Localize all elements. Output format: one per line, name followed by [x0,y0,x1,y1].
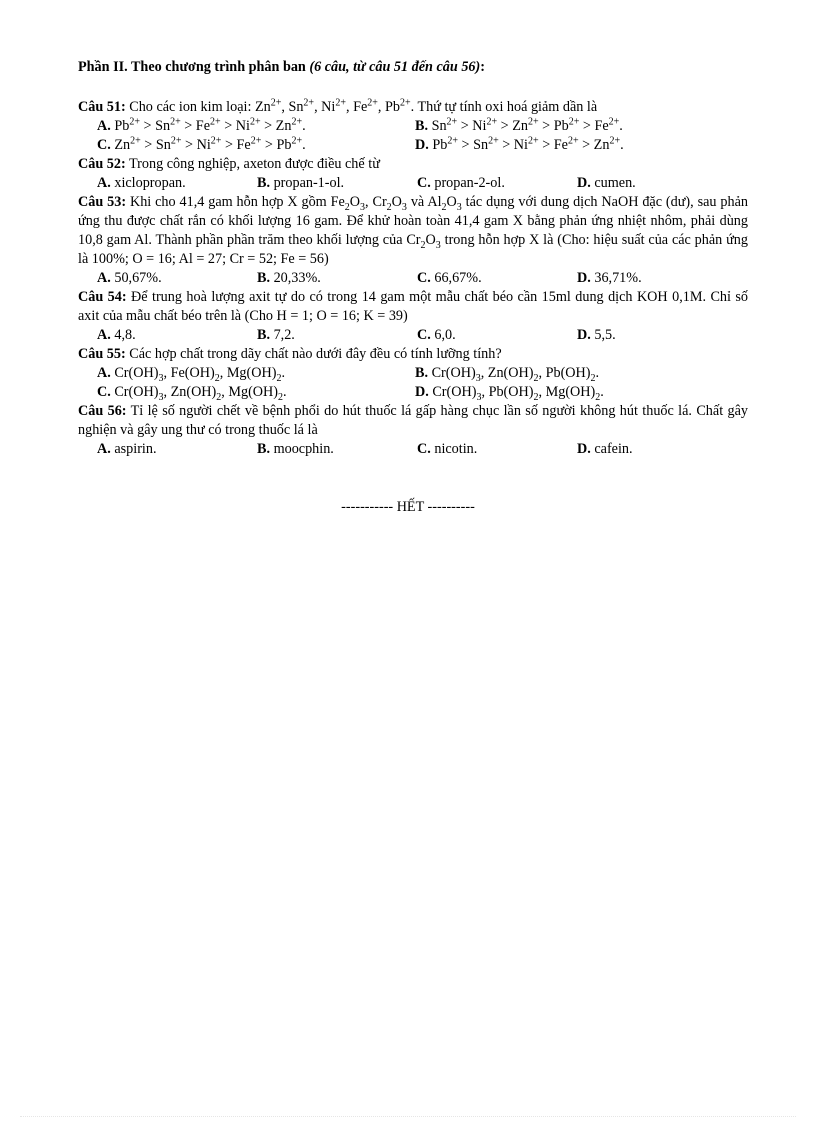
option-letter: B. [415,118,429,134]
option-letter: C. [417,441,431,457]
question-text: Khi cho 41,4 gam hỗn hợp X gồm $Fe_2O_3$, $Cr_2O_3$ và $Al_2O_3$ tác dụng với dung dịch NaOH đặc (dư), sau phản ứng thu được chất rắn có khối lượng 16 gam. Để khử hoàn toàn 41,4 gam X bằng phản ứng nhiệt nhôm, phải dùng 10,8 gam Al. Thành phần phần trăm theo khối lượng của $Cr_2O_3$ trong hỗn hợp X là (Cho: hiệu suất của các phản ứng là 100%; O = 16; Al = 27; Cr = 52; Fe = 56) [78,194,748,267]
question-54 [78,288,748,345]
question-label: Câu 54: [78,289,127,305]
option-letter: A. [97,270,111,286]
question-label: Câu 51: [78,99,126,115]
answer-options [97,174,748,193]
answer-option-c [417,174,577,193]
question-stem [78,193,748,269]
option-letter: D. [577,270,591,286]
option-text: propan-1-ol. [270,175,345,191]
option-text: nicotin. [430,441,478,457]
section-colon: : [480,59,485,75]
end-marker: ----------- HẾT ---------- [341,499,475,515]
question-stem [78,98,748,117]
section-range: (6 câu, từ câu 51 đến câu 56) [309,59,481,75]
question-list [78,98,748,459]
answer-option-d [577,269,737,288]
answer-option-a [97,440,257,459]
question-text: Cho các ion kim loại: $Zn^{2+}$, $Sn^{2+}$, $Ni^{2+}$, $Fe^{2+}$, $Pb^{2+}$. Thứ tự tính oxi hoá giảm dần là [125,97,598,115]
answer-option-d [577,174,737,193]
option-letter: A. [97,327,111,343]
option-text: propan-2-ol. [430,175,505,191]
option-letter: A. [97,118,111,134]
option-text: moocphin. [270,441,334,457]
question-51 [78,98,748,155]
answer-options [97,269,748,288]
option-letter: A. [97,175,111,191]
answer-option-a [97,117,415,136]
option-letter: D. [577,175,591,191]
answer-option-b [415,364,735,383]
question-52 [78,155,748,193]
question-56 [78,402,748,459]
option-letter: C. [97,137,111,153]
option-letter: A. [97,365,111,381]
option-text: $Cr(OH)_3$, $Zn(OH)_2$, $Pb(OH)_2$. [428,365,600,384]
page-bottom-rule [20,1116,796,1117]
answer-options [97,440,748,459]
question-label: Câu 56: [78,403,127,419]
answer-option-d [415,136,735,155]
section-title-text: Phần II. Theo chương trình phân ban [78,59,306,75]
option-letter: D. [415,137,429,153]
answer-options [97,117,748,155]
option-text: $Pb^{2+} > Sn^{2+} > Fe^{2+} > Ni^{2+} > Zn^{2+}$. [110,116,306,134]
answer-option-b [257,440,417,459]
question-53 [78,193,748,288]
option-letter: D. [577,327,591,343]
option-text: $Cr(OH)_3$, $Fe(OH)_2$, $Mg(OH)_2$. [110,365,286,384]
question-text: Trong công nghiệp, axeton được điều chế từ [125,156,380,172]
option-text: 20,33%. [270,270,321,286]
option-text: $Cr(OH)_3$, $Pb(OH)_2$, $Mg(OH)_2$. [428,384,604,403]
option-text: cafein. [590,441,633,457]
option-letter: B. [257,270,271,286]
answer-option-b [257,269,417,288]
question-55 [78,345,748,402]
option-letter: C. [417,175,431,191]
answer-option-a [97,326,257,345]
option-letter: D. [577,441,591,457]
option-text: aspirin. [110,441,157,457]
answer-option-b [415,117,735,136]
question-stem [78,345,748,364]
question-stem [78,288,748,326]
option-text: xiclopropan. [110,175,186,191]
question-label: Câu 52: [78,156,126,172]
option-letter: B. [257,441,271,457]
answer-option-c [417,440,577,459]
answer-option-a [97,269,257,288]
option-letter: C. [417,270,431,286]
option-letter: A. [97,441,111,457]
question-text: Tỉ lệ số người chết về bệnh phổi do hút thuốc lá gấp hàng chục lần số người không hút thuốc lá. Chất gây nghiện và gây ung thư có trong thuốc lá là [78,403,748,438]
answer-option-b [257,326,417,345]
answer-option-a [97,364,415,383]
answer-option-c [417,326,577,345]
option-text: 36,71%. [590,270,642,286]
option-text: 5,5. [590,327,616,343]
option-text: cumen. [590,175,636,191]
option-letter: B. [257,175,271,191]
question-label: Câu 55: [78,346,126,362]
question-label: Câu 53: [78,194,127,210]
option-text: $Zn^{2+} > Sn^{2+} > Ni^{2+} > Fe^{2+} > Pb^{2+}$. [110,135,306,153]
answer-options [97,364,748,402]
option-text: 6,0. [430,327,456,343]
answer-option-c [97,383,415,402]
option-text: $Sn^{2+} > Ni^{2+} > Zn^{2+} > Pb^{2+} > Fe^{2+}$. [428,116,623,134]
question-stem [78,402,748,440]
option-letter: B. [415,365,429,381]
option-text: 50,67%. [110,270,162,286]
option-text: $Pb^{2+} > Sn^{2+} > Ni^{2+} > Fe^{2+} > Zn^{2+}$. [428,135,624,153]
option-text: 4,8. [110,327,136,343]
answer-option-a [97,174,257,193]
option-letter: C. [97,384,111,400]
answer-option-b [257,174,417,193]
answer-option-d [577,326,737,345]
option-letter: D. [415,384,429,400]
option-text: 66,67%. [430,270,482,286]
section-title [78,58,748,77]
question-stem [78,155,748,174]
option-letter: C. [417,327,431,343]
exam-page [78,58,748,459]
option-text: 7,2. [270,327,295,343]
answer-option-c [97,136,415,155]
question-text: Các hợp chất trong dãy chất nào dưới đây đều có tính lưỡng tính? [125,346,502,362]
answer-option-c [417,269,577,288]
question-text: Để trung hoà lượng axit tự do có trong 14 gam một mẫu chất béo cần 15ml dung dịch KOH 0,1M. Chỉ số axit của mẫu chất béo trên là (Cho H = 1; O = 16; K = 39) [78,289,748,324]
option-letter: B. [257,327,271,343]
answer-options [97,326,748,345]
answer-option-d [577,440,737,459]
answer-option-d [415,383,735,402]
option-text: $Cr(OH)_3$, $Zn(OH)_2$, $Mg(OH)_2$. [110,384,287,403]
